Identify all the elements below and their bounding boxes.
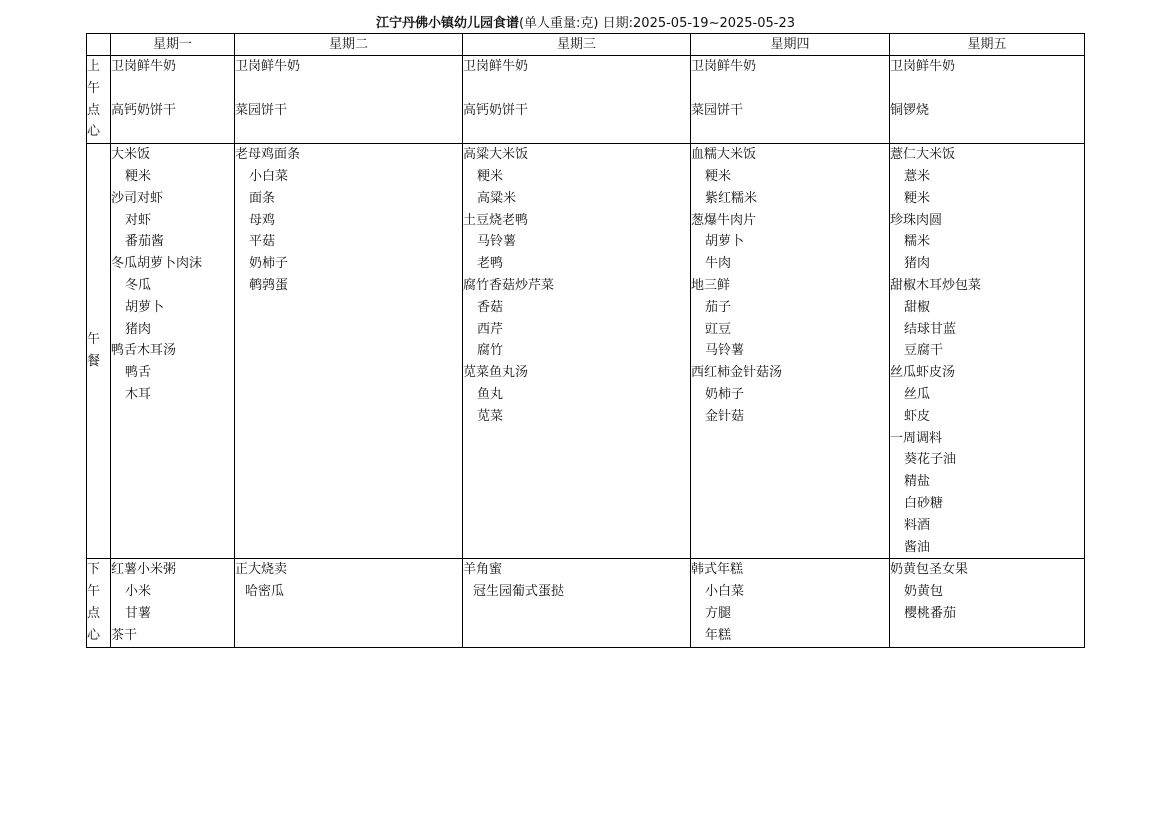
ingredient-item: 奶柿子: [249, 256, 289, 272]
ingredient-item: 猪肉: [904, 256, 931, 272]
ingredient-item: 茄子: [705, 299, 732, 315]
day-header: 星期三: [463, 34, 691, 56]
ingredient-item: 冬瓜: [125, 277, 152, 293]
ingredient-item: 酱油: [904, 539, 931, 555]
ingredient-item: 母鸡: [249, 212, 276, 228]
dish-name: 韩式年糕: [691, 562, 744, 578]
menu-title: [86, 15, 1085, 33]
ingredient-item: 小白菜: [705, 584, 745, 600]
dish-name: 一周调料: [890, 430, 943, 446]
day-header: 星期一: [111, 34, 235, 56]
ingredient-item: 老鸭: [477, 256, 504, 272]
ingredient-item: 苋菜: [477, 408, 504, 424]
meal-label-char: 心: [87, 627, 101, 643]
dish-name: [463, 78, 690, 100]
ingredient-item: 方腿: [705, 605, 732, 621]
ingredient-item: 冠生园葡式蛋挞: [473, 584, 565, 600]
meal-label-char: 点: [87, 102, 101, 118]
dish-name: [111, 78, 234, 100]
ingredient-item: 年糕: [705, 627, 732, 643]
ingredient-item: 对虾: [125, 212, 152, 228]
ingredient-item: 马铃薯: [477, 234, 517, 250]
dish-name: 葱爆牛肉片: [691, 212, 757, 228]
lunch-row: [87, 144, 1085, 559]
menu-cell: [235, 559, 463, 647]
header-row: [87, 34, 1085, 56]
menu-cell: [463, 56, 691, 144]
ingredient-item: 豆腐干: [904, 343, 944, 359]
date-range: 2025-05-19~2025-05-23: [633, 16, 796, 31]
menu-cell: [890, 56, 1085, 144]
day-header: 星期四: [691, 34, 890, 56]
afternoon-snack-row: [87, 559, 1085, 647]
dish-name: [890, 78, 1084, 100]
dish-name: 红薯小米粥: [111, 562, 177, 578]
ingredient-item: 粳米: [477, 168, 504, 184]
ingredient-item: 猪肉: [125, 321, 152, 337]
dish-name: 地三鲜: [691, 277, 731, 293]
ingredient-item: 小白菜: [249, 168, 289, 184]
school-name: 江宁丹佛小镇幼儿园食谱: [375, 16, 519, 31]
menu-cell: [890, 144, 1085, 559]
ingredient-item: 葵花子油: [904, 452, 957, 468]
meal-label-lunch: [87, 144, 111, 559]
dish-name: 卫岗鲜牛奶: [111, 59, 177, 74]
ingredient-item: 豇豆: [705, 321, 732, 337]
ingredient-item: 粳米: [904, 190, 931, 206]
dish-name: 卫岗鲜牛奶: [235, 59, 301, 74]
meal-label-char: 午: [87, 584, 101, 600]
date-label: 日期:: [602, 16, 634, 31]
meal-label-char: 上: [87, 59, 101, 74]
meal-label-char: 午: [87, 80, 101, 96]
dish-name: 高粱大米饭: [463, 147, 529, 163]
ingredient-item: 甘薯: [125, 605, 152, 621]
menu-cell: [111, 56, 235, 144]
ingredient-item: 糯米: [904, 234, 931, 250]
dish-name: 西红柿金针菇汤: [691, 365, 783, 381]
menu-cell: [691, 56, 890, 144]
ingredient-item: 平菇: [249, 234, 276, 250]
ingredient-item: 胡萝卜: [705, 234, 745, 250]
ingredient-item: 丝瓜: [904, 386, 931, 402]
dish-name: 奶黄包圣女果: [890, 562, 969, 578]
ingredient-item: 牛肉: [705, 256, 732, 272]
ingredient-item: 西芹: [477, 321, 504, 337]
morning-snack-row: [87, 56, 1085, 144]
dish-name: 苋菜鱼丸汤: [463, 365, 529, 381]
ingredient-item: 结球甘蓝: [904, 321, 957, 337]
menu-cell: [235, 144, 463, 559]
dish-name: 铜锣烧: [890, 102, 930, 118]
meal-label-char: 点: [87, 605, 101, 621]
ingredient-item: 胡萝卜: [125, 299, 165, 315]
dish-name: 羊角蜜: [463, 562, 503, 578]
ingredient-item: 香菇: [477, 299, 504, 315]
menu-cell: [111, 144, 235, 559]
ingredient-item: 精盐: [904, 474, 931, 490]
meal-label-char: 下: [87, 562, 101, 578]
dish-name: 卫岗鲜牛奶: [463, 59, 529, 74]
menu-cell: [691, 144, 890, 559]
meal-label-char: 餐: [87, 354, 101, 370]
ingredient-item: 鸭舌: [125, 365, 152, 381]
meal-label-morning: [87, 56, 111, 144]
dish-name: 丝瓜虾皮汤: [890, 365, 956, 381]
ingredient-item: 鹌鹑蛋: [249, 277, 289, 293]
ingredient-item: 虾皮: [904, 408, 931, 424]
day-header: 星期五: [890, 34, 1085, 56]
dish-name: 茶干: [111, 627, 138, 643]
dish-name: 沙司对虾: [111, 190, 164, 206]
ingredient-item: 薏米: [904, 168, 931, 184]
menu-cell: [235, 56, 463, 144]
ingredient-item: 面条: [249, 190, 276, 206]
dish-name: 正大烧卖: [235, 562, 288, 578]
ingredient-item: 金针菇: [705, 408, 745, 424]
dish-name: 大米饭: [111, 147, 151, 163]
dish-name: 高钙奶饼干: [111, 102, 177, 118]
ingredient-item: 小米: [125, 584, 152, 600]
ingredient-item: 哈密瓜: [245, 584, 285, 600]
ingredient-item: 料酒: [904, 517, 931, 533]
menu-cell: [691, 559, 890, 647]
dish-name: [691, 78, 889, 100]
dish-name: 鸭舌木耳汤: [111, 343, 177, 359]
dish-name: [235, 78, 462, 100]
menu-cell: [463, 559, 691, 647]
weight-unit: (单人重量:克): [518, 16, 599, 31]
ingredient-item: 甜椒: [904, 299, 931, 315]
dish-name: 菜园饼干: [691, 102, 744, 118]
dish-name: 腐竹香菇炒芹菜: [463, 277, 555, 293]
ingredient-item: 腐竹: [477, 343, 504, 359]
ingredient-item: 马铃薯: [705, 343, 745, 359]
dish-name: 卫岗鲜牛奶: [691, 59, 757, 74]
menu-cell: [463, 144, 691, 559]
ingredient-item: 高粱米: [477, 190, 517, 206]
meal-label-char: 心: [87, 124, 101, 140]
ingredient-item: 鱼丸: [477, 386, 504, 402]
ingredient-item: 奶黄包: [904, 584, 944, 600]
dish-name: 土豆烧老鸭: [463, 212, 529, 228]
menu-cell: [890, 559, 1085, 647]
dish-name: 高钙奶饼干: [463, 102, 529, 118]
dish-name: 血糯大米饭: [691, 147, 757, 163]
ingredient-item: 粳米: [125, 168, 152, 184]
dish-name: 卫岗鲜牛奶: [890, 59, 956, 74]
dish-name: 薏仁大米饭: [890, 147, 956, 163]
dish-name: 老母鸡面条: [235, 147, 301, 163]
ingredient-item: 木耳: [125, 386, 152, 402]
ingredient-item: 紫红糯米: [705, 190, 758, 206]
meal-label-char: 午: [87, 332, 101, 348]
meal-label-afternoon: [87, 559, 111, 647]
dish-name: 菜园饼干: [235, 102, 288, 118]
corner-cell: [87, 34, 111, 56]
ingredient-item: 白砂糖: [904, 495, 944, 511]
dish-name: 珍珠肉圆: [890, 212, 943, 228]
day-header: 星期二: [235, 34, 463, 56]
ingredient-item: 粳米: [705, 168, 732, 184]
ingredient-item: 奶柿子: [705, 386, 745, 402]
ingredient-item: 樱桃番茄: [904, 605, 957, 621]
menu-cell: [111, 559, 235, 647]
ingredient-item: 番茄酱: [125, 234, 165, 250]
weekly-menu-table: [86, 33, 1085, 648]
dish-name: 冬瓜胡萝卜肉沫: [111, 256, 203, 272]
dish-name: 甜椒木耳炒包菜: [890, 277, 982, 293]
